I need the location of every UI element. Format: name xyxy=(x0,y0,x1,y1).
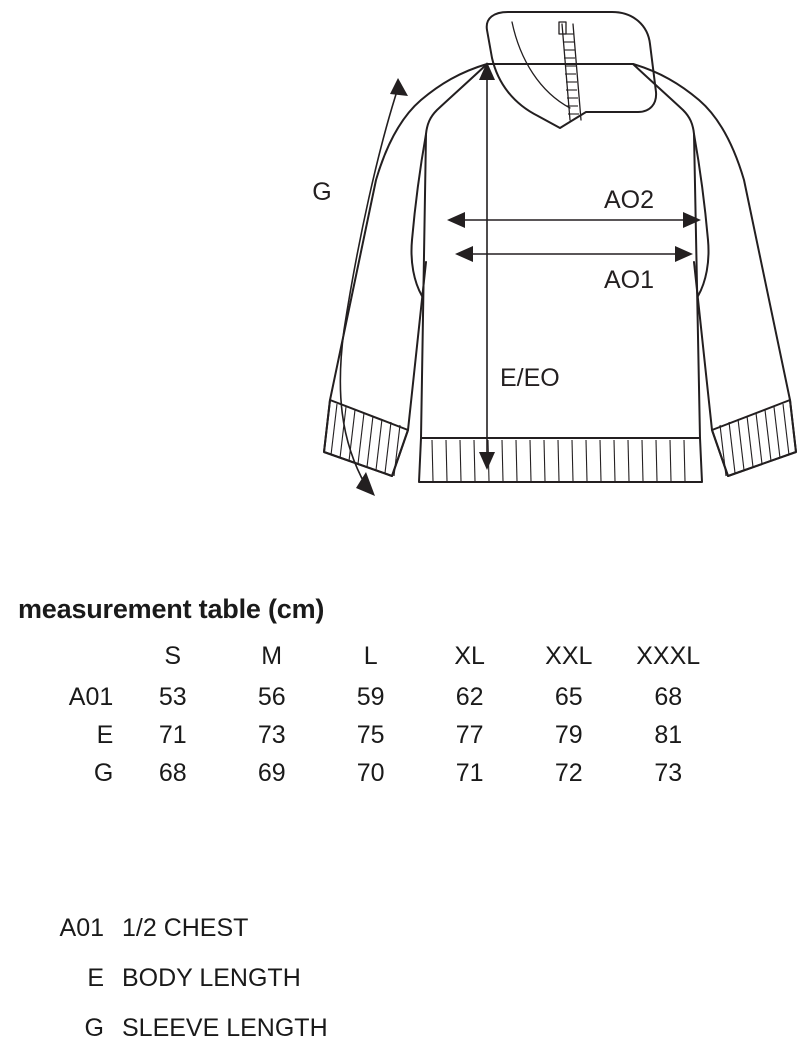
row-header-e: E xyxy=(96,721,114,749)
column-header-l: L xyxy=(363,642,378,670)
dimension-arrow-chest-upper xyxy=(447,212,701,228)
legend-item-a01 xyxy=(18,914,618,964)
cell-g-xxxl: 73 xyxy=(654,759,683,787)
cell-a01-l: 59 xyxy=(356,683,385,711)
dimension-arrow-chest-lower xyxy=(455,246,693,262)
cell-e-l: 75 xyxy=(356,721,385,749)
legend-description-g: SLEEVE LENGTH xyxy=(122,1014,328,1042)
waist-rib-texture xyxy=(432,440,685,481)
cell-g-l: 70 xyxy=(356,759,385,787)
legend-code-a01: A01 xyxy=(59,914,104,942)
cell-g-s: 68 xyxy=(158,759,187,787)
label-chest-upper: AO2 xyxy=(604,186,655,214)
measurement-legend xyxy=(18,914,618,1064)
column-header-xxl: XXL xyxy=(545,642,593,670)
cell-e-m: 73 xyxy=(257,721,286,749)
cell-a01-xxl: 65 xyxy=(554,683,583,711)
legend-item-e xyxy=(18,964,618,1014)
cell-a01-xxxl: 68 xyxy=(654,683,683,711)
legend-code-e: E xyxy=(87,964,104,992)
column-header-xxxl: XXXL xyxy=(636,642,701,670)
dimension-arrow-sleeve xyxy=(340,78,408,496)
left-cuff-texture xyxy=(331,404,400,476)
label-sleeve: G xyxy=(312,178,332,206)
table-corner-cell xyxy=(18,638,123,679)
legend-item-g xyxy=(18,1014,618,1064)
cell-g-xl: 71 xyxy=(455,759,484,787)
cell-g-m: 69 xyxy=(257,759,286,787)
cell-a01-s: 53 xyxy=(158,683,187,711)
table-row xyxy=(18,717,718,755)
legend-description-a01: 1/2 CHEST xyxy=(122,914,249,942)
column-header-m: M xyxy=(261,642,283,670)
cell-e-xxl: 79 xyxy=(554,721,583,749)
cell-e-s: 71 xyxy=(158,721,187,749)
table-header-row xyxy=(18,638,718,679)
dimension-arrow-body-length xyxy=(479,62,495,470)
legend-description-e: BODY LENGTH xyxy=(122,964,301,992)
right-cuff-texture xyxy=(720,404,789,476)
page-title: measurement table (cm) xyxy=(18,594,325,624)
legend-code-g: G xyxy=(84,1014,104,1042)
collar-outline xyxy=(487,12,656,128)
table-row xyxy=(18,679,718,717)
cell-a01-xl: 62 xyxy=(455,683,484,711)
table-row xyxy=(18,755,718,793)
cell-a01-m: 56 xyxy=(257,683,286,711)
row-header-a01: A01 xyxy=(68,683,114,711)
column-header-xl: XL xyxy=(454,642,485,670)
left-sleeve-outline xyxy=(324,64,487,476)
waist-rib xyxy=(419,438,702,482)
right-sleeve-outline xyxy=(633,64,796,476)
row-header-g: G xyxy=(93,759,114,787)
label-chest-lower: AO1 xyxy=(604,266,655,294)
measurement-table xyxy=(18,638,718,793)
column-header-s: S xyxy=(164,642,182,670)
cell-e-xxxl: 81 xyxy=(654,721,683,749)
cell-e-xl: 77 xyxy=(455,721,484,749)
label-body-length: E/EO xyxy=(500,364,560,392)
cell-g-xxl: 72 xyxy=(554,759,583,787)
